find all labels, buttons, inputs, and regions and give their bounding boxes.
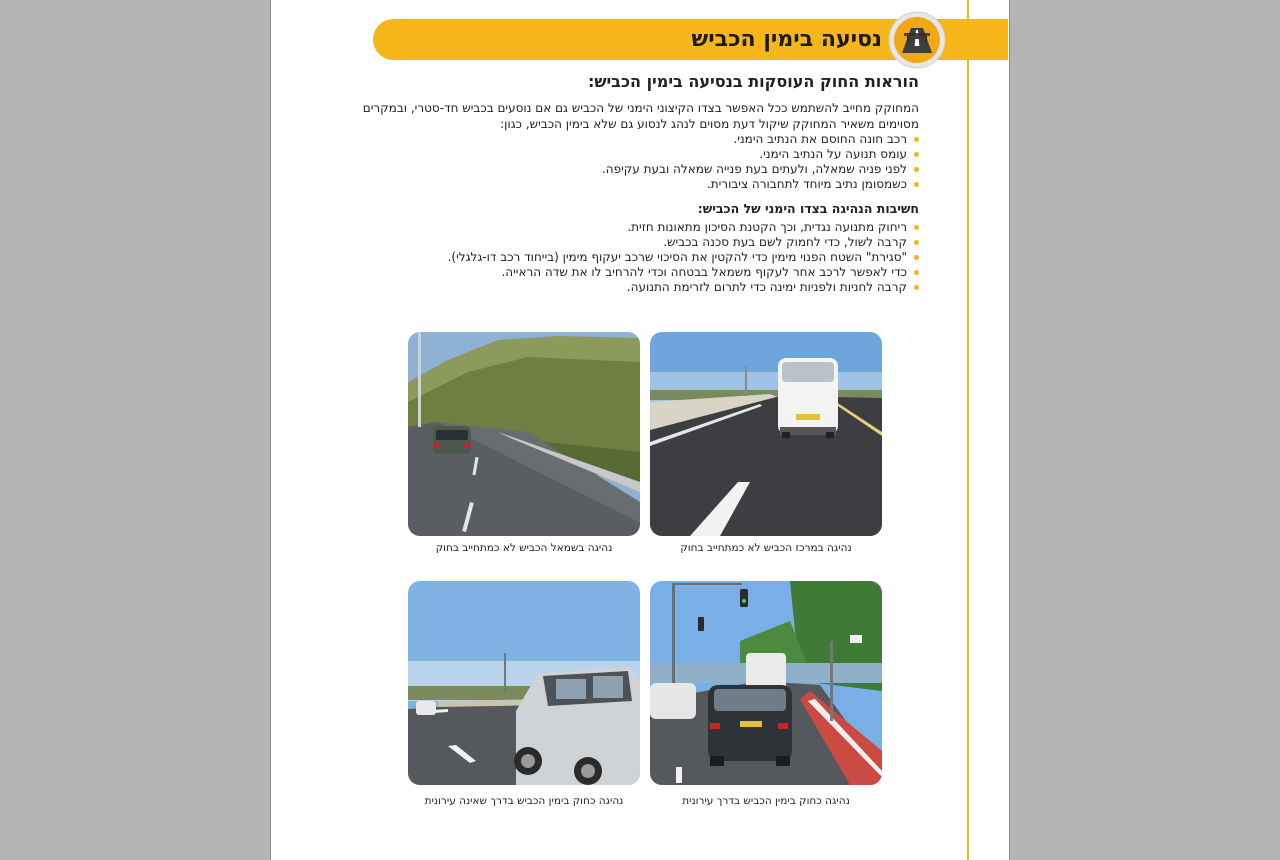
list-item (359, 265, 919, 280)
conditions-list (359, 132, 919, 192)
intro-line: המחוקק מחייב להשתמש ככל האפשר בצדו הקיצוני הימני של הכביש גם אם נוסעים בכביש חד-סטרי, ובמקרים (362, 101, 919, 115)
photo-caption: נהיגה כחוק בימין הכביש בדרך עירונית (682, 795, 850, 807)
list-item-text: כשמסומן נתיב מיוחד לתחבורה ציבורית. (706, 177, 907, 191)
list-item (359, 235, 919, 250)
list-item (359, 177, 919, 192)
photo-center-driving (650, 332, 882, 536)
importance-list (359, 220, 919, 295)
side-rule (967, 0, 969, 860)
list-item (359, 220, 919, 235)
section-heading: הוראות החוק העוסקות בנסיעה בימין הכביש: (587, 72, 919, 91)
photo-caption: נהיגה בשמאל הכביש לא כמתחייב בחוק (435, 542, 613, 554)
bullet-dot (914, 285, 919, 290)
importance-heading: חשיבות הנהיגה בצדו הימני של הכביש: (697, 201, 919, 216)
page-title: נסיעה בימין הכביש (691, 27, 882, 52)
photo-urban-right-driving (650, 581, 882, 785)
photo-left-side-driving (408, 332, 640, 536)
bullet-dot (914, 152, 919, 157)
list-item-text: קרבה לחניות ולפניות ימינה כדי לתרום לזרימת התנועה. (626, 280, 907, 294)
list-item-text: לפני פניה שמאלה, ולעתים בעת פנייה שמאלה ובעת עקיפה. (601, 162, 907, 176)
list-item-text: קרבה לשול, כדי לחמוק לשם בעת סכנה בכביש. (663, 235, 907, 249)
road-icon (888, 11, 946, 69)
intro-block (359, 101, 919, 192)
list-item (359, 147, 919, 162)
list-item-text: "סגירת" השטח הפנוי מימין כדי להקטין את הסיכוי שרכב יעקוף מימין (בייחוד רכב דו-גלגלי). (447, 250, 907, 264)
bullet-dot (914, 182, 919, 187)
photo-caption: נהיגה כחוק בימין הכביש בדרך שאינה עירונית (424, 795, 624, 807)
bullet-dot (914, 137, 919, 142)
importance-block (359, 220, 919, 295)
list-item (359, 250, 919, 265)
photo-caption: נהיגה במרכז הכביש לא כמתחייב בחוק (680, 542, 852, 554)
bullet-dot (914, 167, 919, 172)
bullet-dot (914, 225, 919, 230)
list-item (359, 280, 919, 295)
list-item-text: עומס תנועה על הנתיב הימני. (759, 147, 907, 161)
bullet-dot (914, 255, 919, 260)
list-item-text: רכב חונה החוסם את הנתיב הימני. (733, 132, 907, 146)
bullet-dot (914, 240, 919, 245)
list-item-text: ריחוק מתנועה נגדית, וכך הקטנת הסיכון מתאונות חזית. (627, 220, 907, 234)
list-item (359, 132, 919, 147)
intro-line: מסוימים משאיר המחוקק שיקול דעת מסוים לנהג לנסוע גם שלא בימין הכביש, כגון: (500, 116, 919, 131)
document-page (270, 0, 1010, 860)
list-item-text: כדי לאפשר לרכב אחר לעקוף משמאל בבטחה וכדי להרחיב לו את שדה הראייה. (501, 265, 907, 279)
list-item (359, 162, 919, 177)
bullet-dot (914, 270, 919, 275)
photo-rural-right-driving (408, 581, 640, 785)
